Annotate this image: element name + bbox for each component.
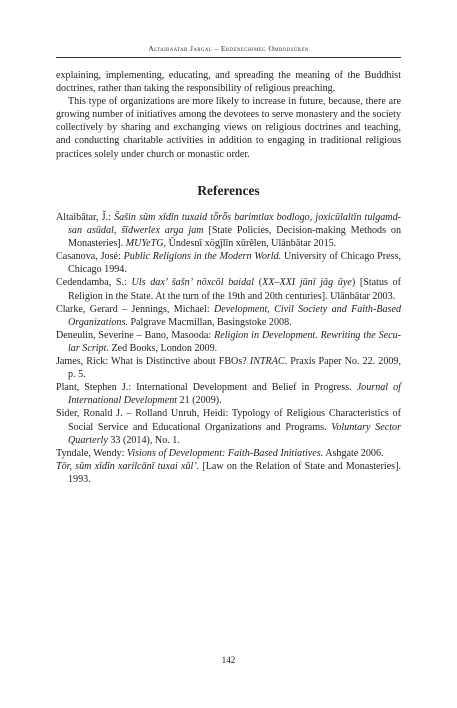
ref-title: Visions of Development: Faith-Based Initiatives. (126, 447, 324, 459)
reference-entry (56, 407, 401, 446)
header-rule (56, 57, 401, 58)
ref-title: Uls dax’ šašn’ nŏxcŏl baidal (131, 277, 255, 289)
ref-author: James, Rick: What is Distinctive about FBOs? (56, 356, 250, 368)
reference-entry (56, 250, 401, 276)
body-paragraph: This type of organizations are more likely to increase in future, because, there are growing number of initiatives among the devotees to serve monastery and the society collectively by sharing and exchanging views on religious doctrines and teaching, and conducting charitable activities in addition to engaging in traditional religious practices solely under church or monastic order. (56, 96, 401, 160)
ref-author: Tyndale, Wendy: (56, 447, 127, 459)
ref-author: Altaibātar, J̌.: (56, 212, 115, 223)
ref-title: XX–XXI jūnī jāg ūye (262, 277, 352, 289)
ref-title: Journal of International Development (68, 382, 401, 407)
ref-details: ) [Status of Religion in the State. At the turn of the 19th and 20th centuries]. Ulānbātar 2003. (68, 277, 402, 302)
ref-details: Zed Books, London 2009. (108, 342, 218, 354)
ref-details: Palgrave Macmillan, Basingstoke 2008. (127, 316, 292, 328)
ref-title: Development, Civil Society and Faith-Based Organizations. (68, 303, 401, 328)
reference-entry (56, 447, 401, 460)
reference-entry (56, 329, 401, 355)
page-number: 142 (221, 655, 236, 665)
references-heading: References (197, 183, 260, 198)
reference-entry (56, 303, 401, 329)
ref-details: University of Chicago Press, Chicago 1994. (68, 251, 401, 276)
ref-details: 33 (2014), No. 1. (107, 434, 180, 446)
reference-entry (56, 355, 401, 381)
reference-entry (56, 211, 401, 250)
ref-title: Šašin sŭm xīdīn tuxaid tȫrȫs barimtlax bodlogo, joxicūlaltīn tulgamd-san asūdal, šīdwerlex arga jam (68, 212, 402, 237)
ref-title: MUYeTG (125, 238, 164, 250)
ref-author: Sider, Ronald J. – Rolland Unruh, Heidi: Typology of Religious Characteristics of Social Service and Educational Organizations and Programs. (56, 408, 401, 433)
ref-author: Cedendamba, S.: (56, 277, 132, 289)
body-paragraph: explaining, implementing, educating, and spreading the meaning of the Buddhist doctrines, rather than taking the responsibility of religious preaching. (56, 70, 401, 95)
reference-entry (56, 381, 401, 407)
ref-author: Casanova, José: (56, 251, 124, 263)
body-text (56, 69, 401, 161)
ref-author: Deneulin, Severine – Bano, Masooda: (56, 329, 215, 341)
reference-entry (56, 460, 401, 486)
ref-title: Tōr, sŭm xīdīn xarilcānī tuxai xūl’. (56, 460, 200, 472)
ref-details: [Law on the Relation of State and Monasteries]. 1993. (68, 460, 401, 485)
ref-title: Public Religions in the Modern World. (123, 251, 282, 263)
ref-details: Ashgate 2006. (323, 447, 384, 459)
ref-title: INTRAC (249, 356, 285, 368)
ref-title: Religion in Development. Rewriting the Secu-lar Script. (68, 329, 402, 354)
ref-details: 21 (2009). (177, 395, 222, 407)
reference-entry (56, 276, 401, 302)
ref-author: Plant, Stephen J.: International Development and Belief in Progress. (56, 382, 357, 394)
ref-title: Voluntary Sector Quarterly (68, 421, 401, 446)
ref-details: [State Policies, Decision-making Methods on Monasteries]. (68, 225, 401, 250)
reference-list (56, 211, 401, 486)
ref-author: Clarke, Gerard – Jennings, Michael: (56, 303, 214, 315)
ref-details: , Ūndesnī xögǰlīn xūrēlen, Ulānbātar 2015. (163, 238, 337, 250)
ref-details: ( (254, 277, 263, 289)
running-head: Altaibaatar Jargal – Erdenechimeg Ombodsüren (148, 44, 309, 53)
ref-details: . Praxis Paper No. 22. 2009, p. 5. (68, 356, 401, 381)
